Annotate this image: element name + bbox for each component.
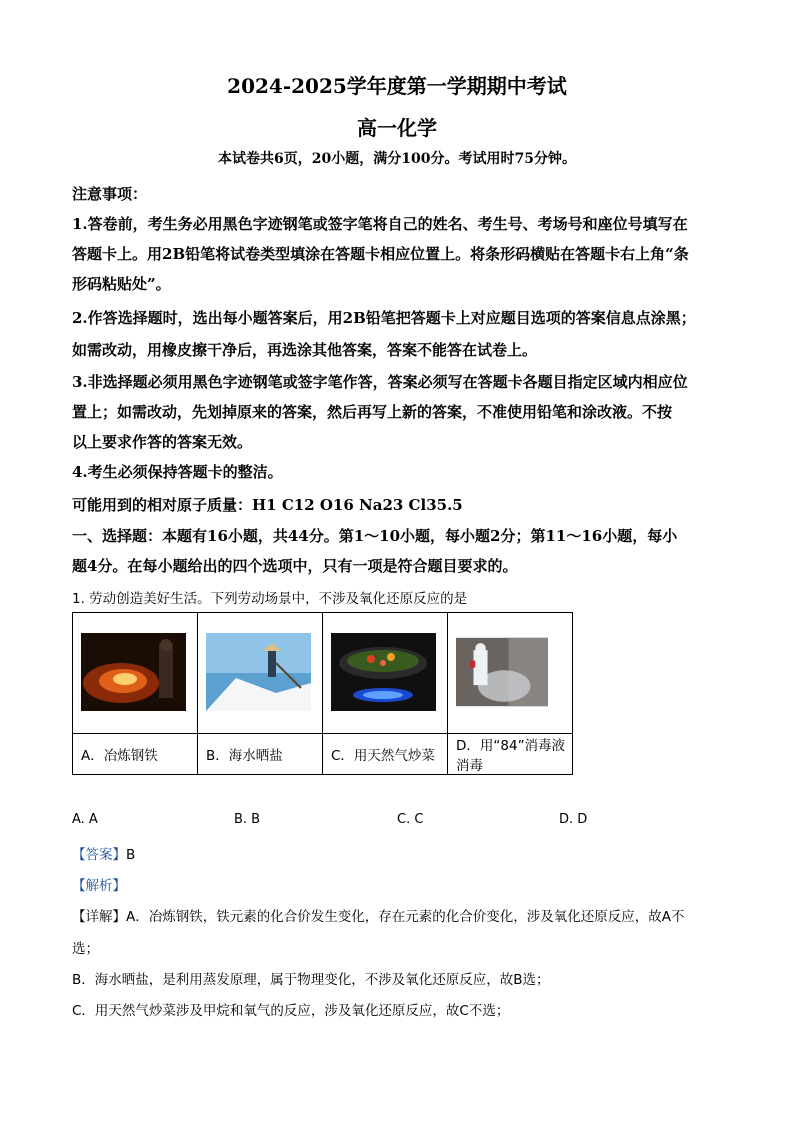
notice-line: 如需改动，用橡皮擦干净后，再选涂其他答案，答案不能答在试卷上。 [72, 341, 538, 359]
scene-image-cell [198, 613, 323, 734]
choice-c: C. C [397, 812, 424, 827]
detail-tag: 【详解】 [72, 909, 126, 925]
detail-line [72, 905, 732, 925]
answer-tag: 【答案】 [72, 847, 126, 863]
choice-b: B. B [234, 812, 261, 827]
disinfect-image [456, 625, 548, 719]
notice-line: 答题卡上。用2B铅笔将试卷类型填涂在答题卡相应位置上。将条形码横贴在答题卡右上角“条 [72, 245, 689, 263]
notice-line: 3.非选择题必须用黑色字迹钢笔或签字笔作答，答案必须写在答题卡各题目指定区域内相应位 [72, 373, 688, 391]
stir-fry-image [331, 633, 436, 711]
choice-d: D. D [559, 812, 588, 827]
answer-value: B [126, 847, 136, 863]
notice-line: 形码粘贴处”。 [72, 275, 171, 293]
notice-heading: 注意事项： [72, 185, 148, 203]
scene-image-cell [448, 613, 573, 734]
exam-info: 本试卷共6页，20小题，满分100分。考试用时75分钟。 [218, 151, 576, 167]
atomic-mass-line: 可能用到的相对原子质量：H1 C12 O16 Na23 Cl35.5 [72, 496, 463, 514]
detail-line: B．海水晒盐，是利用蒸发原理，属于物理变化，不涉及氧化还原反应，故B选； [72, 972, 550, 988]
section-heading: 一、选择题：本题有16小题，共44分。第1～10小题，每小题2分；第11～16小题，每小 [72, 527, 678, 545]
notice-line: 置上；如需改动，先划掉原来的答案，然后再写上新的答案，不准使用铅笔和涂改液。不按 [72, 403, 673, 421]
choice-a: A. A [72, 812, 98, 827]
analysis-line [72, 874, 732, 894]
answer-line [72, 843, 732, 863]
exam-title: 2024-2025学年度第一学期期中考试 [227, 74, 567, 98]
notice-line: 2.作答选择题时，选出每小题答案后，用2B铅笔把答题卡上对应题目选项的答案信息点涂黑； [72, 309, 696, 327]
detail-line: 选； [72, 941, 99, 957]
detail-text: A．冶炼钢铁，铁元素的化合价发生变化，存在元素的化合价变化，涉及氧化还原反应，故A不 [126, 909, 685, 925]
steel-smelting-image [81, 633, 186, 711]
notice-line: 4.考生必须保持答题卡的整洁。 [72, 463, 283, 481]
scene-image-cell [323, 613, 448, 734]
notice-line: 以上要求作答的答案无效。 [72, 433, 253, 451]
scene-label: C．用天然气炒菜 [323, 734, 448, 775]
scene-label: D．用“84”消毒液消毒 [448, 734, 573, 775]
scene-label: A．冶炼钢铁 [73, 734, 198, 775]
section-heading: 题4分。在每小题给出的四个选项中，只有一项是符合题目要求的。 [72, 557, 518, 575]
exam-subject: 高一化学 [357, 116, 437, 140]
scene-label: B．海水晒盐 [198, 734, 323, 775]
question-stem: 1. 劳动创造美好生活。下列劳动场景中，不涉及氧化还原反应的是 [72, 591, 468, 607]
analysis-tag: 【解析】 [72, 878, 126, 894]
sea-salt-image [206, 633, 311, 711]
detail-line: C．用天然气炒菜涉及甲烷和氧气的反应，涉及氧化还原反应，故C不选； [72, 1003, 510, 1019]
scene-table [72, 612, 573, 775]
notice-line: 1.答卷前，考生务必用黑色字迹钢笔或签字笔将自己的姓名、考生号、考场号和座位号填写在 [72, 215, 688, 233]
scene-image-cell [73, 613, 198, 734]
